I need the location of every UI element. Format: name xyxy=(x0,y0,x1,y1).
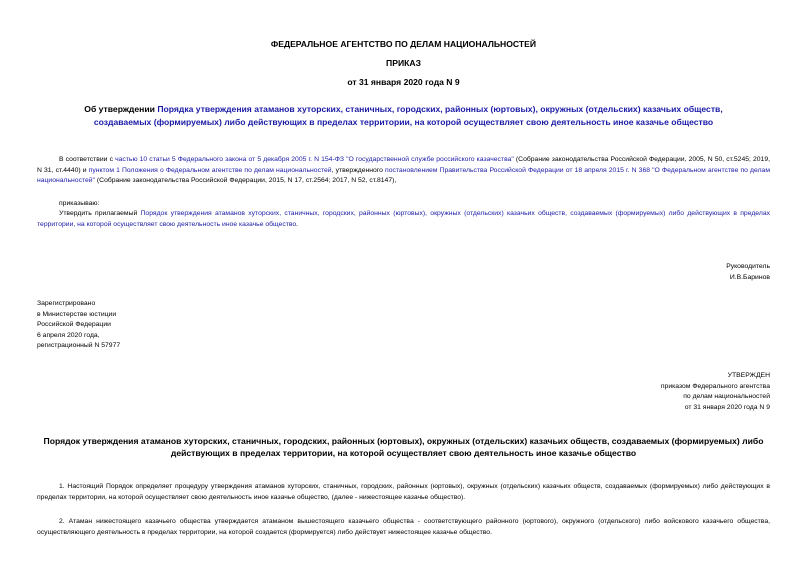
registration-line: регистрационный N 57977 xyxy=(37,342,121,349)
order-title-link[interactable]: Порядка утверждения атаманов хуторских, станичных, городских, районных (юртовых), окружных (отдельских) казачьих обществ, создаваемых (формируемых) либо действующих в пределах территории, на которой осуществляет свою деятельность иное казачье общество xyxy=(93,104,723,127)
preamble-paragraph: В соответствии с частью 10 статьи 5 Федерального закона от 5 декабря 2005 г. N 154-ФЗ "О государственной службе российского казачества" (Собрание законодательства Российской Федерации, 2005, N 50, ст.5245; 2019, N 31, ст.4440) и пунктом 1 Положения о Федеральном агентстве по делам национальностей, утвержденного постановлением Правительства Российской Федерации от 18 апреля 2015 г. N 368 "О Федеральном агентстве по делам национальностей" (Собрание законодательства Российской Федерации, 2015, N 17, ст.2564; 2017, N 52, ст.8147), xyxy=(37,156,771,184)
order-title-prefix: Об утверждении xyxy=(84,104,158,114)
procedure-link[interactable]: Порядок утверждения атаманов хуторских, станичных, городских, районных (юртовых), окружных (отдельских) казачьих обществ, создаваемых (формируемых) либо действующих в пределах территории, на которой осуществляет свою деятельность иное казачье общество xyxy=(37,210,771,228)
registration-line: 6 апреля 2020 года, xyxy=(37,331,100,339)
approved-block xyxy=(560,371,770,413)
signature-role: Руководитель xyxy=(726,263,770,270)
agency-name: ФЕДЕРАЛЬНОЕ АГЕНТСТВО ПО ДЕЛАМ НАЦИОНАЛЬНОСТЕЙ xyxy=(270,39,537,49)
registration-line: в Министерстве юстиции xyxy=(37,310,117,318)
order-date: от 31 января 2020 года N 9 xyxy=(347,77,460,87)
procedure-point-2: 2. Атаман нижестоящего казачьего общества утверждается атаманом вышестоящего казачьего общества - соответствующего районного (юртового), окружного (отдельского) либо войскового казачьего общества, осуществляющего деятельность в пределах территории, на которой создается (формируется) либо действует нижестоящее казачье общество. xyxy=(37,518,770,536)
approved-line: УТВЕРЖДЕН xyxy=(727,372,770,379)
procedure-point-1: 1. Настоящий Порядок определяет процедуру утверждения атаманов хуторских, станичных, городских, районных (юртовых), окружных (отдельских) казачьих обществ, создаваемых (формируемых) либо действующих в пределах территории, на которой осуществляет свою деятельность иное казачье общество, (далее - нижестоящее казачье общество). xyxy=(37,483,770,501)
approve-paragraph: Утвердить прилагаемый Порядок утверждения атаманов хуторских, станичных, городских, районных (юртовых), окружных (отдельских) казачьих обществ, создаваемых (формируемых) либо действующих в пределах территории, на которой осуществляет свою деятельность иное казачье общество. xyxy=(37,210,771,228)
doc-type: ПРИКАЗ xyxy=(386,58,421,68)
approved-line: по делам национальностей xyxy=(683,393,770,400)
order-word: приказываю: xyxy=(59,200,100,207)
federal-law-link[interactable]: частью 10 статьи 5 Федерального закона от 5 декабря 2005 г. N 154-ФЗ "О государственной службе российского казачества" xyxy=(115,156,514,163)
approved-line: от 31 января 2020 года N 9 xyxy=(684,403,770,411)
order-title xyxy=(60,103,747,128)
registration-block xyxy=(37,299,120,352)
signature-name: И.В.Баринов xyxy=(729,274,770,281)
approved-line: приказом Федерального агентства xyxy=(660,382,770,390)
registration-line: Российской Федерации xyxy=(37,321,111,328)
procedure-title: Порядок утверждения атаманов хуторских, станичных, городских, районных (юртовых), окружных (отдельских) казачьих обществ, создаваемых (формируемых) либо действующих в пределах территории, на которой осуществляет свою деятельность иное казачье общество xyxy=(43,436,764,458)
government-decree-link[interactable]: постановлением Правительства Российской Федерации от 18 апреля 2015 г. N 368 "О Федеральном агентстве по делам национальностей" xyxy=(37,166,770,184)
regulation-link[interactable]: пунктом 1 Положения о Федеральном агентстве по делам национальностей xyxy=(88,166,332,174)
registration-line: Зарегистрировано xyxy=(37,300,96,307)
